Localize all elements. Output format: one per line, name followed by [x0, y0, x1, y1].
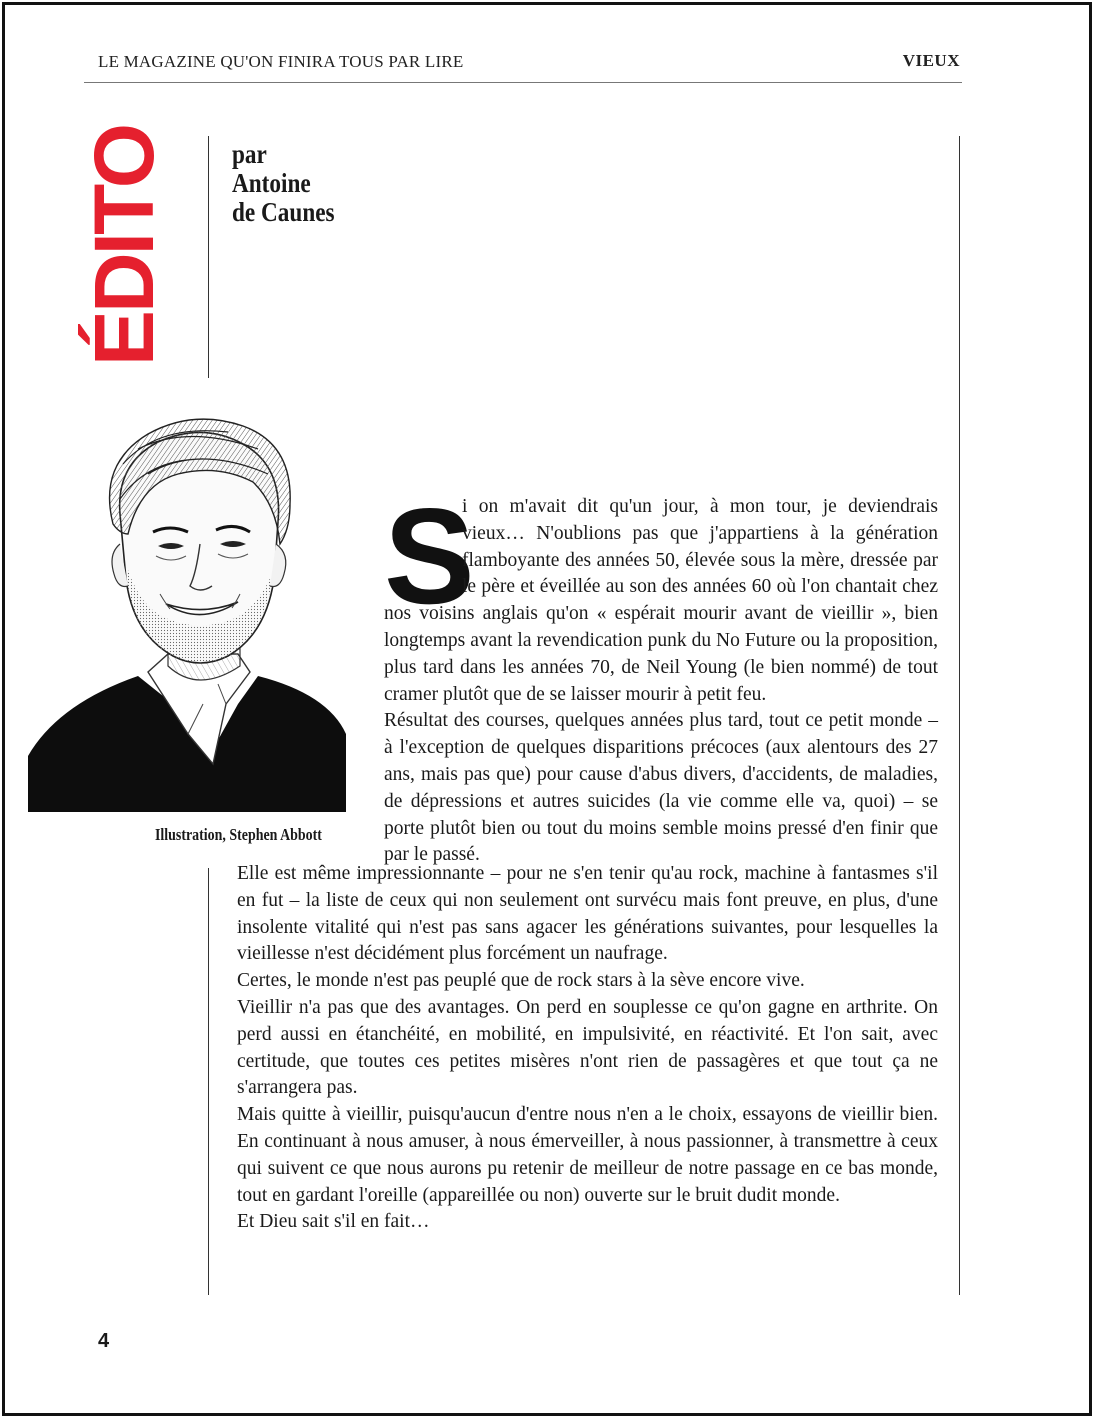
- drop-cap: S: [384, 480, 475, 632]
- article-intro-paragraph: i on m'avait dit qu'un jour, à mon tour, je deviendrais vieux… N'oublions pas que j'appartiens à la génération flamboyante des années 50, élevée sous la mère, dressée par le père et éveillée au son des années 60 où l'on chantait chez nos voisins anglais qu'on « espérait mourir avant de vieillir », bien longtemps avant la revendication punk du No Future ou la proposition, plus tard dans les années 70, de Neil Young (le bien nommé) de tout cramer plutôt que de se laisser mourir à petit feu.: [384, 496, 938, 705]
- magazine-tagline: LE MAGAZINE QU'ON FINIRA TOUS PAR LIRE: [98, 52, 464, 71]
- article-column-lower: [237, 861, 938, 1236]
- portrait-caption: Illustration, Stephen Abbott: [155, 825, 322, 844]
- header-rule: [84, 82, 962, 83]
- byline: [232, 140, 335, 227]
- column-divider-right: [959, 136, 960, 1295]
- column-divider-top: [208, 136, 209, 378]
- byline-first-name: Antoine: [232, 168, 311, 198]
- author-portrait-illustration: [28, 404, 346, 812]
- article-paragraph-3: Elle est même impressionnante – pour ne s'en tenir qu'au rock, machine à fantasmes s'il en fut – la liste de ceux qui non seulement ont survécu mais font preuve, en plus, d'une insolente vitalité qui n'est pas sans agacer les générations suivantes, pour lesquelles la vieillesse n'est décidément plus forcément un naufrage.: [237, 863, 938, 965]
- article-paragraph-5: Vieillir n'a pas que des avantages. On perd en souplesse ce qu'on gagne en arthrite. On perd aussi en étanchéité, en mobilité, en impulsivité, en réactivité. Et l'on sait, avec certitude, que toutes ces petites misères n'ont rien de passagères et que tout ça ne s'arrangera pas.: [237, 996, 938, 1099]
- issue-theme: VIEUX: [902, 51, 960, 70]
- section-title-wrap: [77, 125, 171, 367]
- article-paragraph-7: Et Dieu sait s'il en fait…: [237, 1211, 430, 1233]
- article-paragraph-4: Certes, le monde n'est pas peuplé que de rock stars à la sève encore vive.: [237, 970, 805, 992]
- drop-cap-space: [384, 494, 462, 601]
- article-paragraph-2: Résultat des courses, quelques années plus tard, tout ce petit monde – à l'exception de quelques disparitions précoces (aux alentours des 27 ans, mais pas que) pour cause d'abus divers, d'accidents, de maladies, de dépressions et autres suicides (la vie comme elle va, quoi) – se porte plutôt bien ou tout du moins semble moins pressé d'en finir que par le passé.: [384, 710, 938, 866]
- column-divider-bottom: [208, 868, 209, 1295]
- byline-par: par: [232, 139, 267, 169]
- page-number: 4: [98, 1330, 110, 1352]
- article-column-upper: [384, 494, 938, 869]
- article-paragraph-6: Mais quitte à vieillir, puisqu'aucun d'entre nous n'en a le choix, essayons de vieillir bien. En continuant à nous amuser, à nous émerveiller, à nous passionner, à transmettre à ceux qui suivent ce que nous aurons pu retenir de meilleur de notre passage en ce bas monde, tout en gardant l'oreille (appareillée ou non) ouverte sur le bruit dudit monde.: [237, 1104, 938, 1206]
- section-title: ÉDITO: [77, 125, 171, 367]
- byline-last-name: de Caunes: [232, 197, 335, 227]
